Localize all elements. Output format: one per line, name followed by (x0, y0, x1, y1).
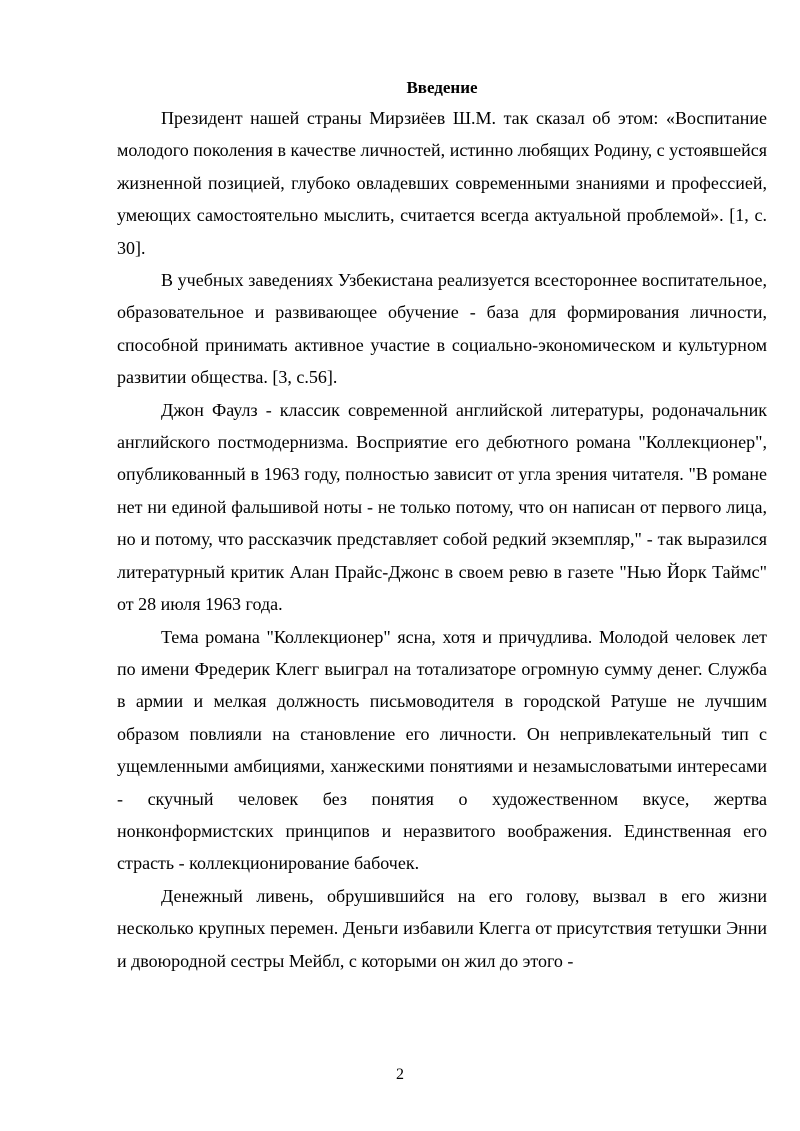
document-page (117, 74, 767, 977)
section-title: Введение (406, 78, 478, 97)
paragraph-3: Джон Фаулз - классик современной английской литературы, родоначальник английского постмодернизма. Восприятие его дебютного романа "Коллекционер", опубликованный в 1963 году, полностью зависит от угла зрения читателя. "В романе нет ни единой фальшивой ноты - не только потому, что он написан от первого лица, но и потому, что рассказчик представляет собой редкий экземпляр," - так выразился литературный критик Алан Прайс-Джонс в своем ревю в газете "Нью Йорк Таймс" от 28 июля 1963 года. (117, 399, 767, 615)
page-number: 2 (396, 1066, 404, 1083)
paragraph-1: Президент нашей страны Мирзиёев Ш.М. так сказал об этом: «Воспитание молодого поколения в качестве личностей, истинно любящих Родину, с устоявшейся жизненной позицией, глубоко овладевших современными знаниями и профессией, умеющих самостоятельно мыслить, считается всегда актуальной проблемой». [1, с. 30]. (117, 108, 767, 258)
paragraph-4: Тема романа "Коллекционер" ясна, хотя и причудлива. Молодой человек лет по имени Фредерик Клегг выиграл на тотализаторе огромную сумму денег. Служба в армии и мелкая должность письмоводителя в городской Ратуше не лучшим образом повлияли на становление его личности. Он непривлекательный тип с ущемленными амбициями, ханжескими понятиями и незамысловатыми интересами - скучный человек без понятия о художественном вкусе, жертва нонконформистских принципов и неразвитого воображения. Единственная его страсть - коллекционирование бабочек. (117, 626, 767, 874)
paragraph-5: Денежный ливень, обрушившийся на его голову, вызвал в его жизни несколько крупных перемен. Деньги избавили Клегга от присутствия тетушки Энни и двоюродной сестры Мейбл, с которыми он жил до этого - (117, 885, 767, 971)
paragraph-2: В учебных заведениях Узбекистана реализуется всестороннее воспитательное, образовательное и развивающее обучение - база для формирования личности, способной принимать активное участие в социально-экономическом и культурном развитии общества. [3, с.56]. (117, 270, 767, 388)
